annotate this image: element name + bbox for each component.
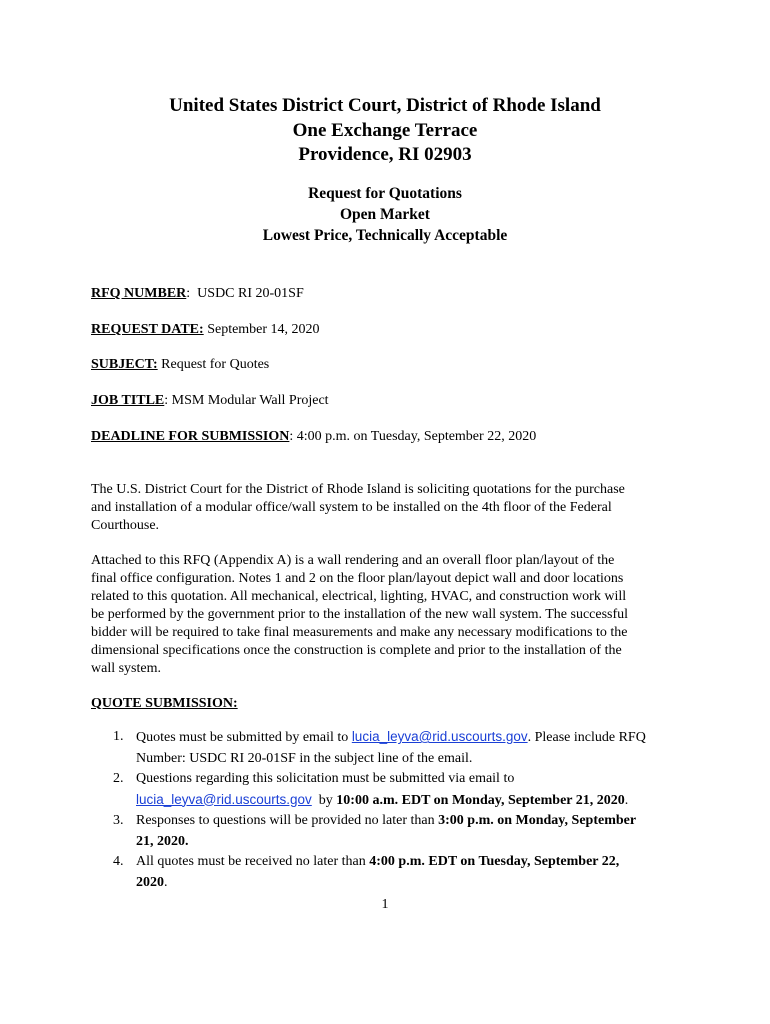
field-value: 4:00 p.m. on Tuesday, September 22, 2020 bbox=[296, 429, 537, 444]
item-text: by bbox=[311, 792, 337, 808]
field-label: SUBJECT: bbox=[91, 357, 158, 372]
paragraph-line: Courthouse. bbox=[91, 518, 160, 533]
item-number: 4. bbox=[113, 854, 124, 869]
item-deadline: 10:00 a.m. EDT on Monday, September 21, 2020 bbox=[336, 792, 625, 808]
field-sep: : bbox=[289, 429, 297, 444]
email-link[interactable]: lucia_leyva@rid.uscourts.gov bbox=[136, 791, 312, 807]
field-value: USDC RI 20-01SF bbox=[197, 286, 304, 301]
list-item bbox=[91, 811, 691, 852]
field-value: MSM Modular Wall Project bbox=[171, 393, 329, 408]
field-deadline bbox=[91, 428, 536, 445]
paragraph-line: dimensional specifications once the construction is complete and prior to the installation of the bbox=[91, 643, 622, 658]
rfq-heading bbox=[0, 183, 770, 246]
paragraph-line: wall system. bbox=[91, 661, 161, 676]
field-label: DEADLINE FOR SUBMISSION bbox=[91, 429, 290, 444]
item-text: Responses to questions will be provided no later than bbox=[136, 813, 439, 828]
paragraph-line: be performed by the government prior to the installation of the new wall system. The successful bbox=[91, 607, 629, 622]
item-deadline: 4:00 p.m. EDT on Tuesday, September 22, bbox=[369, 854, 620, 869]
field-job-title bbox=[91, 392, 329, 409]
rfq-market: Open Market bbox=[340, 206, 430, 223]
field-sep: : bbox=[186, 286, 198, 301]
field-label: REQUEST DATE: bbox=[91, 322, 204, 337]
rfq-title: Request for Quotations bbox=[308, 185, 462, 202]
list-item bbox=[91, 727, 691, 769]
paragraph-line: Attached to this RFQ (Appendix A) is a wall rendering and an overall floor plan/layout of the bbox=[91, 553, 615, 568]
field-value: September 14, 2020 bbox=[207, 322, 320, 337]
field-subject bbox=[91, 356, 269, 373]
item-number: 1. bbox=[113, 729, 124, 744]
item-deadline: 3:00 p.m. on Monday, September bbox=[438, 813, 637, 828]
item-deadline: 21, 2020. bbox=[136, 833, 189, 849]
list-item bbox=[91, 769, 691, 811]
paragraph-line: final office configuration. Notes 1 and 2 on the floor plan/layout depict wall and door locations bbox=[91, 571, 624, 586]
field-rfq-number bbox=[91, 285, 304, 302]
paragraph-line: The U.S. District Court for the District of Rhode Island is soliciting quotations for the purchase bbox=[91, 482, 625, 497]
page-number: 1 bbox=[381, 897, 389, 912]
quote-submission-heading: QUOTE SUBMISSION: bbox=[91, 696, 238, 711]
item-line: Questions regarding this solicitation must be submitted via email to bbox=[136, 771, 515, 786]
paragraph-line: related to this quotation. All mechanical, electrical, lighting, HVAC, and construction work will bbox=[91, 589, 627, 604]
item-text: All quotes must be received no later than bbox=[136, 854, 370, 869]
letterhead bbox=[0, 94, 770, 168]
item-deadline: 2020 bbox=[136, 874, 164, 890]
paragraph-line: and installation of a modular office/wall system to be installed on the 4th floor of the Federal bbox=[91, 500, 612, 515]
item-number: 3. bbox=[113, 813, 124, 828]
item-text: Quotes must be submitted by email to bbox=[136, 730, 352, 745]
court-name: United States District Court, District of Rhode Island bbox=[169, 95, 601, 116]
item-text: . Please include RFQ bbox=[527, 730, 646, 745]
paragraph-line: bidder will be required to take final measurements and make any necessary modifications to the bbox=[91, 625, 628, 640]
field-value: Request for Quotes bbox=[161, 357, 270, 372]
submission-list bbox=[91, 727, 691, 893]
item-text: . bbox=[164, 874, 168, 890]
item-line bbox=[136, 790, 691, 812]
field-label: JOB TITLE bbox=[91, 393, 165, 408]
item-number: 2. bbox=[113, 771, 124, 786]
item-line bbox=[136, 873, 691, 894]
field-request-date bbox=[91, 321, 320, 338]
item-text: . bbox=[624, 792, 629, 808]
field-label: RFQ NUMBER bbox=[91, 286, 187, 301]
rfq-criteria: Lowest Price, Technically Acceptable bbox=[262, 227, 508, 244]
item-line bbox=[136, 811, 691, 832]
court-city: Providence, RI 02903 bbox=[298, 144, 472, 165]
item-line bbox=[136, 852, 691, 873]
court-address: One Exchange Terrace bbox=[292, 119, 478, 141]
field-sep: : bbox=[164, 393, 172, 408]
appendix-paragraph bbox=[91, 552, 691, 678]
email-link[interactable]: lucia_leyva@rid.uscourts.gov bbox=[351, 729, 528, 744]
list-item bbox=[91, 852, 691, 893]
item-line bbox=[136, 727, 691, 749]
item-line: Number: USDC RI 20-01SF in the subject line of the email. bbox=[136, 750, 473, 766]
intro-paragraph bbox=[91, 481, 691, 535]
